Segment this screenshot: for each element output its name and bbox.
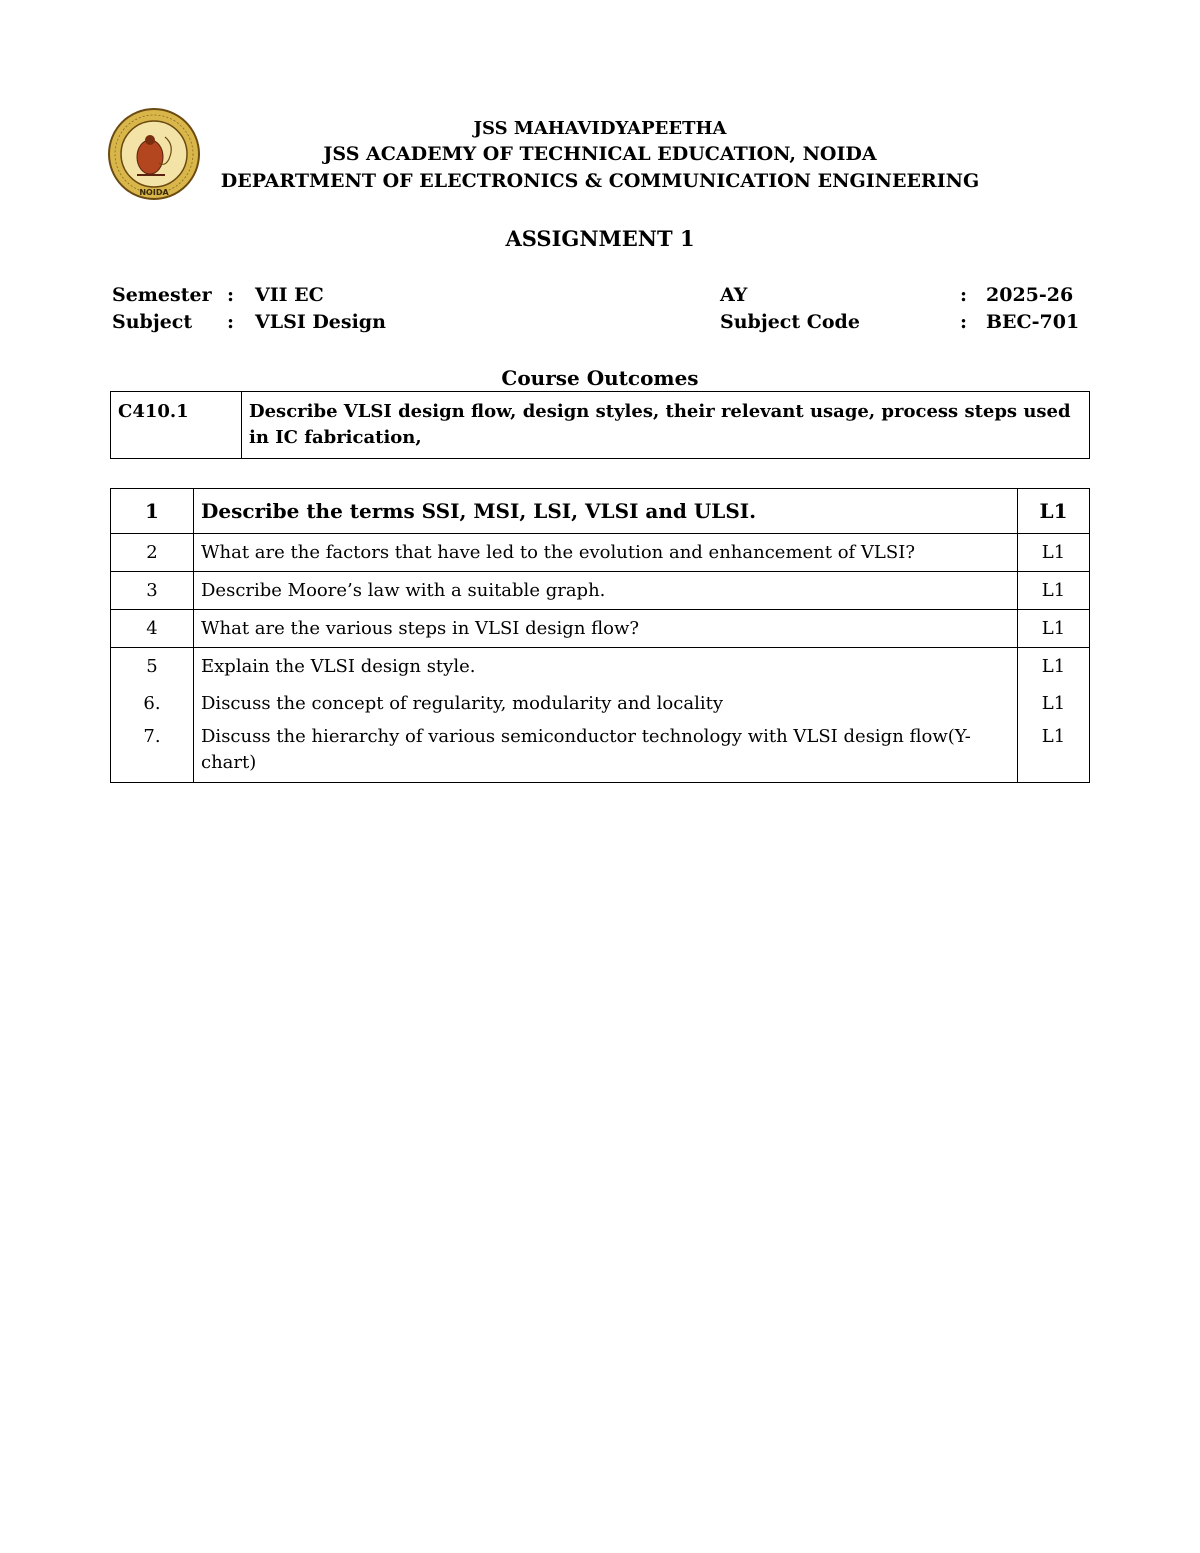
subject-code-separator: :	[960, 311, 968, 333]
question-row	[111, 534, 1090, 572]
question-level: L1	[1018, 685, 1090, 722]
questions-table	[110, 488, 1090, 783]
course-outcome-description: Describe VLSI design flow, design styles, their relevant usage, process steps used in IC fabrication,	[242, 392, 1090, 459]
course-outcomes-heading: Course Outcomes	[501, 366, 699, 390]
question-text: Discuss the concept of regularity, modularity and locality	[194, 685, 1018, 722]
ay-label: AY	[720, 284, 748, 306]
subject-code-label: Subject Code	[720, 311, 860, 333]
question-level: L1	[1018, 489, 1090, 534]
question-number: 6.	[111, 685, 194, 722]
course-outcomes-table	[110, 391, 1090, 459]
question-level: L1	[1018, 610, 1090, 648]
org-line-1: JSS MAHAVIDYAPEETHA	[473, 118, 727, 139]
college-seal-logo	[107, 107, 201, 201]
question-text: What are the factors that have led to the evolution and enhancement of VLSI?	[194, 534, 1018, 572]
question-row	[111, 648, 1090, 686]
question-row	[111, 610, 1090, 648]
question-number: 5	[111, 648, 194, 686]
subject-separator: :	[227, 311, 235, 333]
question-level: L1	[1018, 534, 1090, 572]
course-outcome-code: C410.1	[111, 392, 242, 459]
question-text: Explain the VLSI design style.	[194, 648, 1018, 686]
subject-value: VLSI Design	[255, 311, 386, 333]
question-number: 4	[111, 610, 194, 648]
question-level: L1	[1018, 722, 1090, 783]
ay-value: 2025-26	[986, 284, 1074, 306]
question-row	[111, 489, 1090, 534]
question-level: L1	[1018, 648, 1090, 686]
org-line-2: JSS ACADEMY OF TECHNICAL EDUCATION, NOIDA	[323, 143, 877, 165]
question-row	[111, 722, 1090, 783]
question-text: Describe Moore’s law with a suitable graph.	[194, 572, 1018, 610]
question-text: Discuss the hierarchy of various semiconductor technology with VLSI design flow(Y-chart)	[194, 722, 1018, 783]
question-number: 1	[111, 489, 194, 534]
question-number: 2	[111, 534, 194, 572]
assignment-title: ASSIGNMENT 1	[505, 226, 695, 251]
org-line-3: DEPARTMENT OF ELECTRONICS & COMMUNICATION ENGINEERING	[220, 170, 980, 192]
svg-text:NOIDA: NOIDA	[139, 188, 169, 197]
question-number: 3	[111, 572, 194, 610]
question-row	[111, 685, 1090, 722]
question-text: What are the various steps in VLSI design flow?	[194, 610, 1018, 648]
subject-label: Subject	[112, 311, 193, 333]
semester-separator: :	[227, 284, 235, 306]
subject-code-value: BEC-701	[986, 311, 1080, 333]
semester-label: Semester	[112, 284, 212, 306]
question-number: 7.	[111, 722, 194, 783]
question-text: Describe the terms SSI, MSI, LSI, VLSI and ULSI.	[194, 489, 1018, 534]
question-row	[111, 572, 1090, 610]
question-level: L1	[1018, 572, 1090, 610]
ay-separator: :	[960, 284, 968, 306]
course-outcome-row	[111, 392, 1090, 459]
semester-value: VII EC	[255, 284, 324, 306]
